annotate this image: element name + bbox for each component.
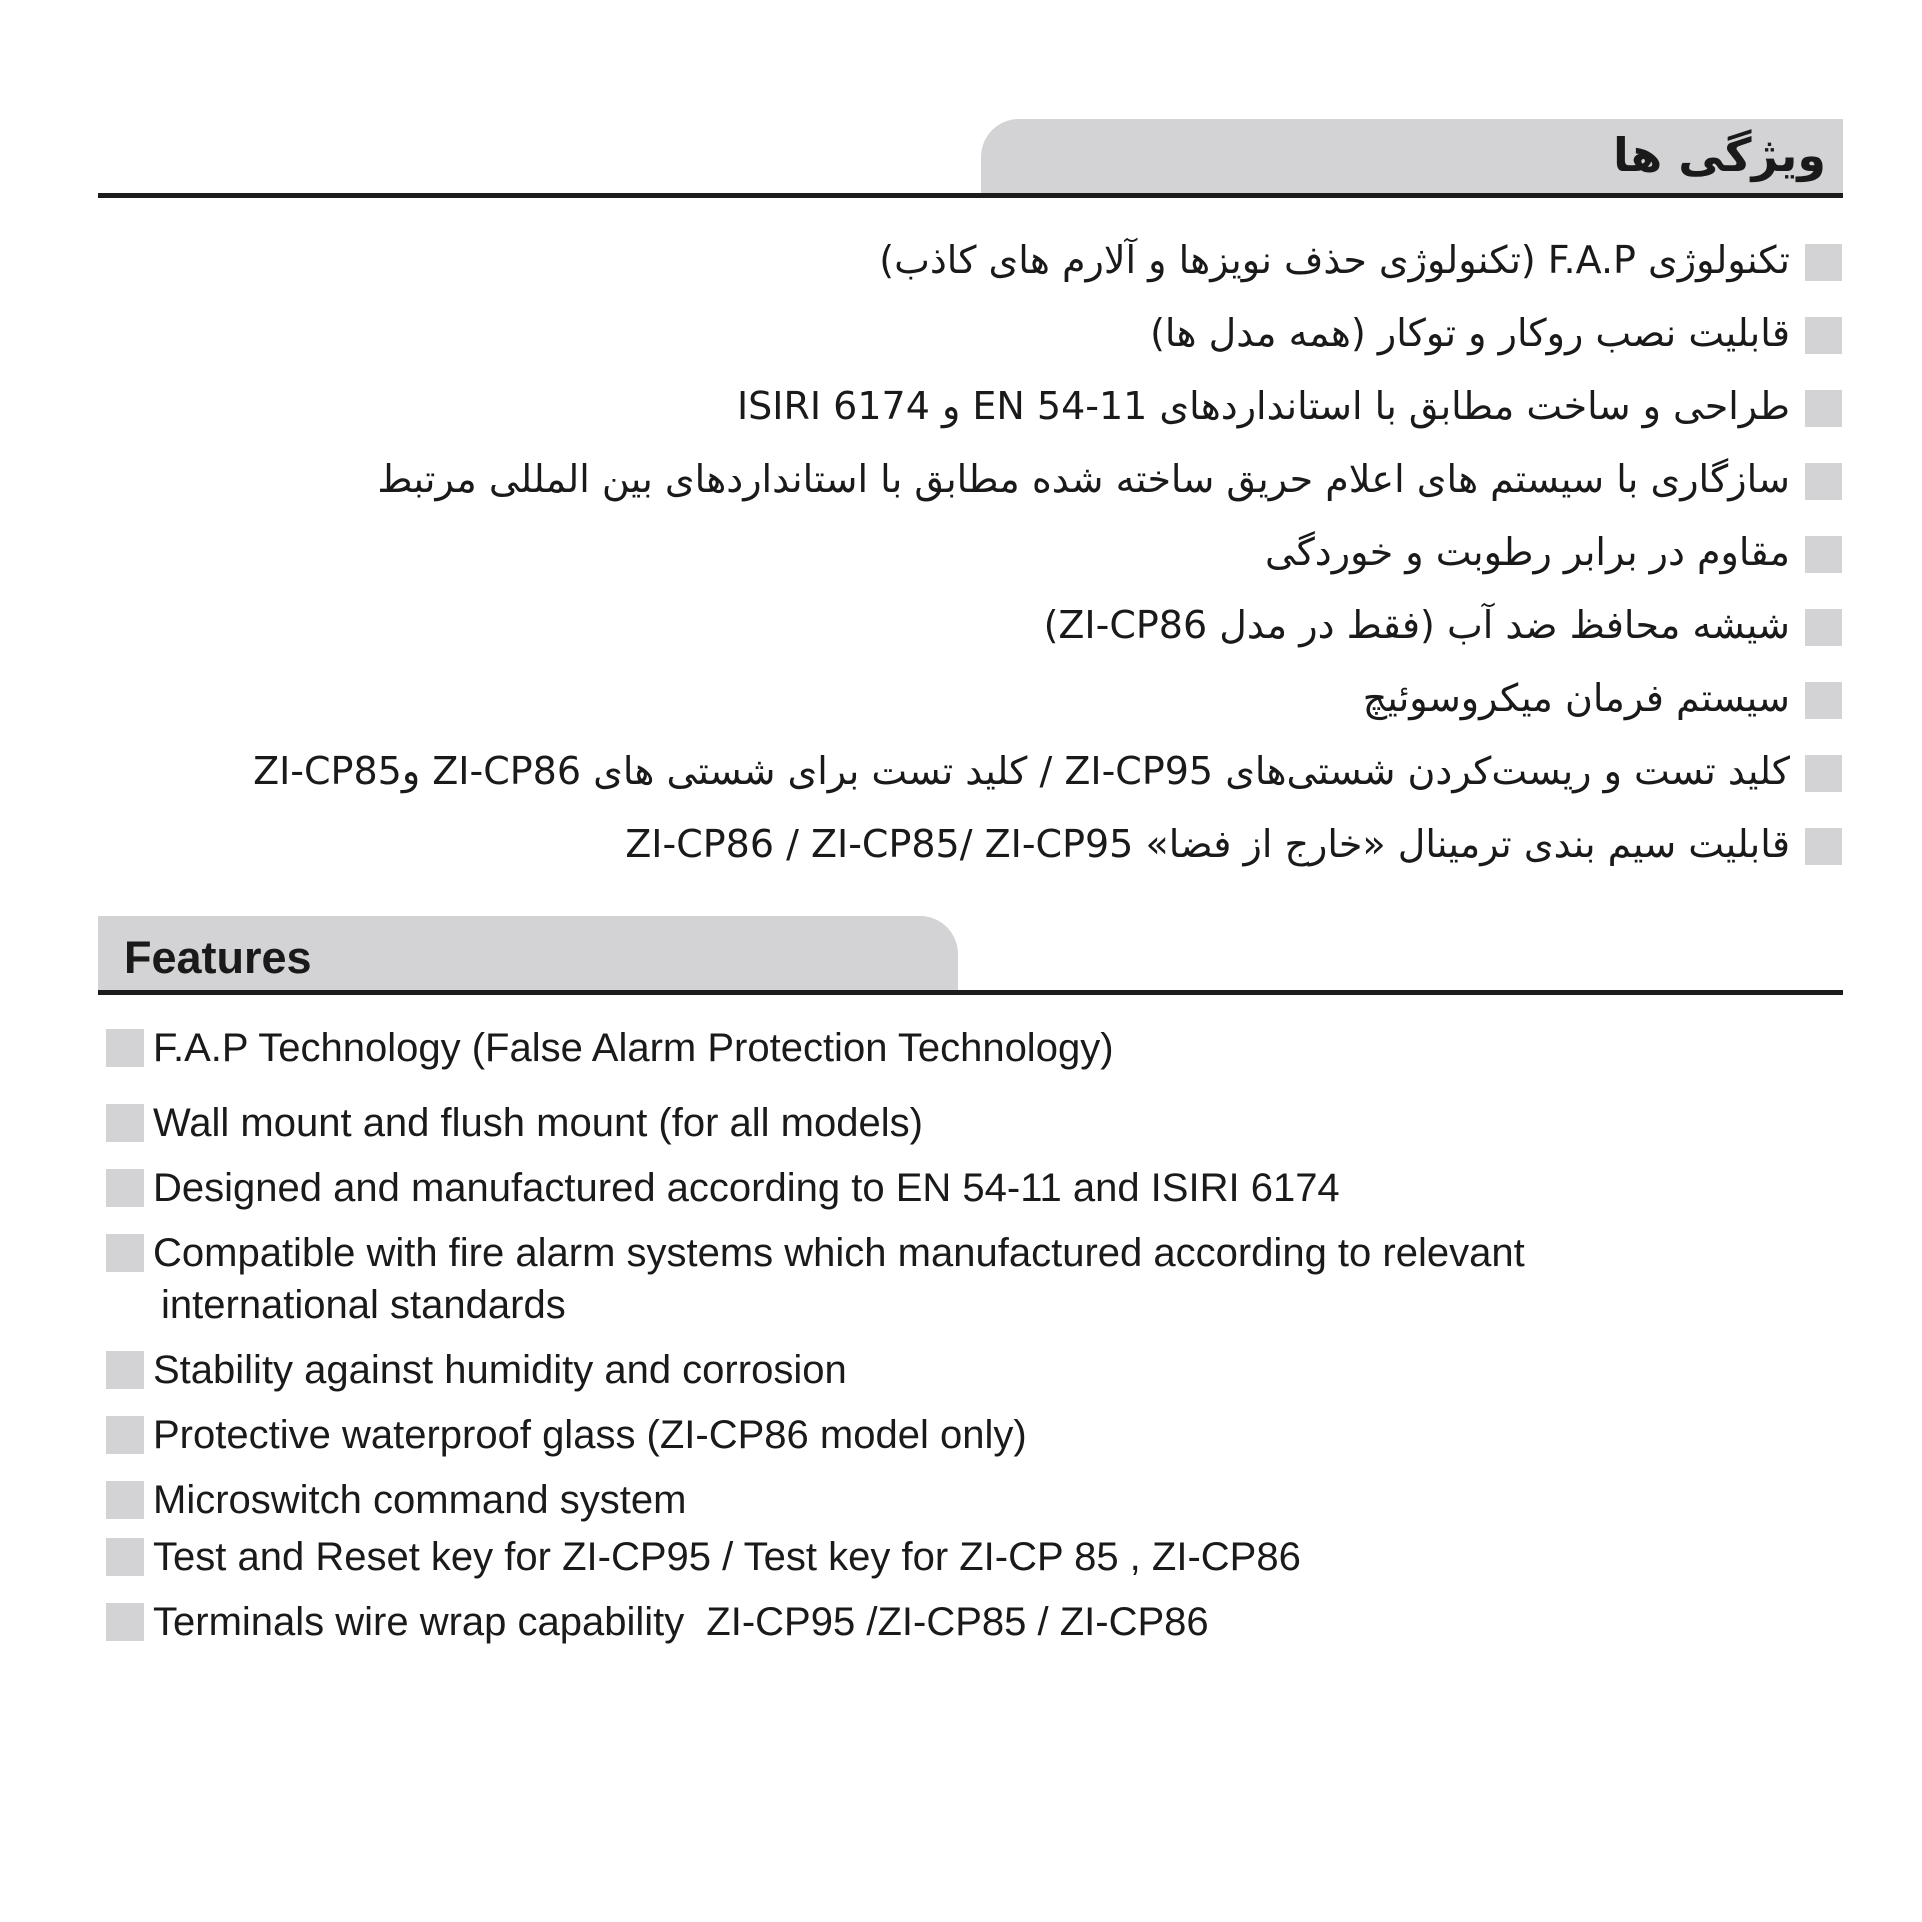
bullet-square-icon (106, 1416, 144, 1454)
list-item-text: طراحی و ساخت مطابق با استانداردهای EN 54-11 و ISIRI 6174 (736, 384, 1790, 428)
list-item (120, 814, 1842, 887)
list-item-text: قابلیت سیم بندی ترمینال «خارج از فضا» ZI-CP86 / ZI-CP85/ ZI-CP95 (625, 822, 1790, 866)
list-item-text: Wall mount and flush mount (for all models) (153, 1101, 923, 1145)
bullet-square-icon (106, 1104, 144, 1142)
list-item (120, 522, 1842, 595)
bullet-square-icon (106, 1538, 144, 1576)
bullet-square-icon (106, 1029, 144, 1067)
bullet-square-icon (1805, 317, 1842, 354)
list-item-continuation: international standards (161, 1283, 566, 1327)
list-item (120, 741, 1842, 814)
bullet-square-icon (1805, 755, 1842, 792)
bullet-square-icon (1805, 390, 1842, 427)
list-item (106, 1227, 1806, 1331)
list-item (106, 1097, 1806, 1149)
model-numbers: ZI-CP95 /ZI-CP85 / ZI-CP86 (706, 1600, 1209, 1644)
list-item (120, 668, 1842, 741)
list-item (120, 595, 1842, 668)
english-header-rule (98, 990, 1843, 995)
list-item (106, 1022, 1806, 1074)
bullet-square-icon (106, 1351, 144, 1389)
list-item (106, 1531, 1806, 1583)
list-item-text: Stability against humidity and corrosion (153, 1348, 847, 1392)
bullet-square-icon (106, 1234, 144, 1272)
persian-header-rule (98, 193, 1843, 198)
bullet-square-icon (1805, 244, 1842, 281)
list-item-text: مقاوم در برابر رطوبت و خوردگی (1265, 530, 1790, 574)
list-item (106, 1596, 1806, 1648)
list-item-text: سازگاری با سیستم های اعلام حریق ساخته شده مطابق با استانداردهای بین المللی مرتبط (377, 457, 1790, 501)
bullet-square-icon (1805, 682, 1842, 719)
list-item-text: قابلیت نصب روکار و توکار (همه مدل ها) (1150, 311, 1790, 355)
persian-features-list (120, 230, 1842, 887)
bullet-square-icon (1805, 828, 1842, 865)
list-item (106, 1409, 1806, 1461)
list-item-text: Protective waterproof glass (ZI-CP86 model only) (153, 1413, 1027, 1457)
list-item (106, 1162, 1806, 1214)
list-item-text: Microswitch command system (153, 1478, 687, 1522)
bullet-square-icon (1805, 609, 1842, 646)
list-item (106, 1344, 1806, 1396)
bullet-square-icon (1805, 463, 1842, 500)
bullet-square-icon (1805, 536, 1842, 573)
bullet-square-icon (106, 1603, 144, 1641)
persian-section-title: ویژگی ها (1613, 128, 1826, 182)
list-item-text: کلید تست و ریست‌کردن شستی‌های ZI-CP95 / کلید تست برای شستی های ZI-CP86 وZI-CP85 (253, 749, 1790, 793)
list-item-text: شیشه محافظ ضد آب (فقط در مدل ZI-CP86) (1043, 603, 1790, 647)
bullet-square-icon (106, 1481, 144, 1519)
english-section-title: Features (124, 932, 312, 983)
list-item-text: سیستم فرمان میکروسوئیچ (1362, 676, 1790, 720)
list-item-text: F.A.P Technology (False Alarm Protection Technology) (153, 1026, 1114, 1070)
list-item-text: Terminals wire wrap capability (153, 1600, 685, 1644)
list-item (120, 376, 1842, 449)
list-item (120, 303, 1842, 376)
list-item (106, 1474, 1806, 1526)
english-features-list (106, 1022, 1806, 1648)
list-item-text: Test and Reset key for ZI-CP95 / Test key for ZI-CP 85 , ZI-CP86 (153, 1535, 1301, 1579)
bullet-square-icon (106, 1169, 144, 1207)
list-item-text: Compatible with fire alarm systems which manufactured according to relevant (153, 1231, 1525, 1275)
list-item (120, 230, 1842, 303)
list-item (120, 449, 1842, 522)
list-item-text: Designed and manufactured according to EN 54-11 and ISIRI 6174 (153, 1166, 1340, 1210)
list-item-text: تکنولوژی F.A.P (تکنولوژی حذف نویزها و آلارم های کاذب) (879, 238, 1790, 282)
